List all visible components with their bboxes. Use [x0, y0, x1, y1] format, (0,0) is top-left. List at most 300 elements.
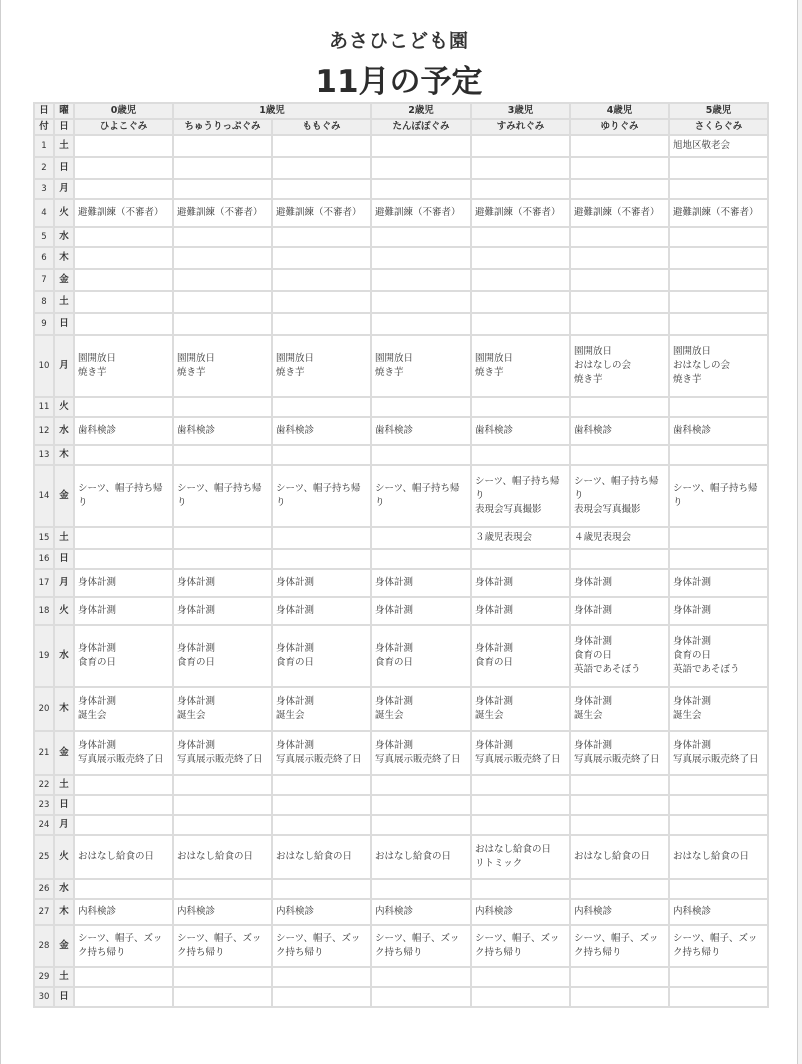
event-cell [74, 135, 173, 157]
event-cell [371, 815, 471, 835]
event-text: 身体計測 [177, 577, 216, 588]
event-text: 身体計測 [276, 740, 315, 751]
event-cell [173, 795, 272, 815]
weekday-cell: 日 [54, 549, 74, 569]
date-cell: 13 [34, 445, 54, 465]
event-cell [371, 625, 471, 687]
event-text: 歯科検診 [276, 425, 315, 436]
schedule-row [34, 465, 768, 527]
event-cell [74, 925, 173, 967]
event-cell [74, 815, 173, 835]
event-cell [371, 157, 471, 179]
event-cell [371, 199, 471, 227]
event-cell [669, 967, 768, 987]
weekday-cell: 火 [54, 199, 74, 227]
event-text: シーツ、帽子持ち帰り [78, 483, 163, 508]
event-text: シーツ、帽子、ズック持ち帰り [177, 933, 262, 958]
weekday-cell: 日 [54, 795, 74, 815]
weekday-cell: 日 [54, 987, 74, 1007]
event-text: 身体計測 [177, 643, 216, 654]
weekday-cell: 木 [54, 445, 74, 465]
event-text: 身体計測 [375, 643, 414, 654]
event-text: 誕生会 [574, 710, 603, 721]
event-text: おはなし給食の日 [574, 851, 651, 862]
event-text: おはなし給食の日 [177, 851, 254, 862]
event-cell [471, 795, 570, 815]
class-header: ももぐみ [272, 119, 371, 135]
schedule-row [34, 835, 768, 879]
class-header-row [34, 119, 768, 135]
event-cell [471, 335, 570, 397]
event-text: 内科検診 [276, 906, 315, 917]
event-cell [669, 527, 768, 549]
event-cell [570, 925, 669, 967]
event-text: 誕生会 [276, 710, 305, 721]
event-text: 写真展示販売終了日 [673, 754, 759, 765]
event-cell [173, 879, 272, 899]
event-text: シーツ、帽子持ち帰り [673, 483, 758, 508]
event-cell [471, 597, 570, 625]
event-cell [669, 775, 768, 795]
event-cell [471, 687, 570, 731]
schedule-row [34, 899, 768, 925]
event-cell [669, 731, 768, 775]
event-cell [173, 597, 272, 625]
date-cell: 23 [34, 795, 54, 815]
event-cell [471, 445, 570, 465]
event-cell [471, 987, 570, 1007]
schedule-row [34, 527, 768, 549]
schedule-row [34, 335, 768, 397]
event-text: 歯科検診 [574, 425, 613, 436]
event-text: 内科検診 [673, 906, 712, 917]
age-header: 4歳児 [570, 103, 669, 119]
event-text: 身体計測 [475, 643, 514, 654]
date-cell: 11 [34, 397, 54, 417]
event-cell [669, 549, 768, 569]
event-cell [669, 157, 768, 179]
event-text: 身体計測 [375, 577, 414, 588]
event-cell [371, 135, 471, 157]
event-text: 避難訓練（不審者） [574, 207, 660, 218]
event-text: 身体計測 [78, 577, 117, 588]
event-text: 身体計測 [475, 605, 514, 616]
schedule-table [33, 102, 769, 1008]
event-cell [272, 569, 371, 597]
event-text: 写真展示販売終了日 [276, 754, 362, 765]
event-cell [173, 835, 272, 879]
event-cell [272, 291, 371, 313]
event-cell [471, 227, 570, 247]
event-cell [669, 987, 768, 1007]
event-cell [272, 269, 371, 291]
weekday-cell: 土 [54, 527, 74, 549]
event-cell [471, 247, 570, 269]
event-cell [471, 397, 570, 417]
event-cell [669, 135, 768, 157]
class-header: さくらぐみ [669, 119, 768, 135]
event-cell [570, 879, 669, 899]
event-cell [669, 625, 768, 687]
event-cell [570, 313, 669, 335]
event-text: 身体計測 [375, 605, 414, 616]
event-cell [669, 397, 768, 417]
event-cell [74, 269, 173, 291]
event-cell [471, 775, 570, 795]
event-cell [272, 597, 371, 625]
event-cell [272, 987, 371, 1007]
event-cell [471, 879, 570, 899]
date-cell: 1 [34, 135, 54, 157]
event-cell [570, 179, 669, 199]
event-cell [74, 445, 173, 465]
event-text: 内科検診 [177, 906, 216, 917]
event-text: 内科検診 [475, 906, 514, 917]
event-text: 避難訓練（不審者） [375, 207, 461, 218]
event-text: 内科検診 [375, 906, 414, 917]
event-cell [570, 899, 669, 925]
event-text: 食育の日 [475, 657, 514, 668]
event-cell [570, 397, 669, 417]
event-text: 身体計測 [177, 740, 216, 751]
date-cell: 8 [34, 291, 54, 313]
weekday-cell: 土 [54, 967, 74, 987]
event-text: 誕生会 [177, 710, 206, 721]
event-text: シーツ、帽子持ち帰り [574, 476, 659, 501]
weekday-cell: 土 [54, 135, 74, 157]
event-cell [570, 417, 669, 445]
day-header: 付 [34, 119, 54, 135]
event-cell [74, 227, 173, 247]
event-text: 園開放日 [78, 353, 117, 364]
event-cell [471, 549, 570, 569]
event-text: 避難訓練（不審者） [276, 207, 362, 218]
schedule-row [34, 227, 768, 247]
event-cell [471, 179, 570, 199]
event-text: 写真展示販売終了日 [574, 754, 660, 765]
date-cell: 22 [34, 775, 54, 795]
event-cell [272, 227, 371, 247]
event-cell [74, 549, 173, 569]
table-header [34, 103, 768, 135]
event-cell [74, 335, 173, 397]
age-header: 5歳児 [669, 103, 768, 119]
date-cell: 10 [34, 335, 54, 397]
event-cell [669, 291, 768, 313]
schedule-row [34, 135, 768, 157]
event-cell [471, 925, 570, 967]
event-text: 焼き芋 [375, 367, 404, 378]
event-text: 英語であそぼう [574, 664, 641, 675]
event-cell [74, 967, 173, 987]
event-cell [74, 775, 173, 795]
event-cell [471, 417, 570, 445]
weekday-cell: 木 [54, 899, 74, 925]
event-cell [371, 465, 471, 527]
event-cell [74, 417, 173, 445]
event-cell [570, 597, 669, 625]
weekday-cell: 月 [54, 569, 74, 597]
weekday-cell: 日 [54, 157, 74, 179]
event-cell [371, 835, 471, 879]
date-cell: 6 [34, 247, 54, 269]
event-cell [272, 335, 371, 397]
event-cell [173, 291, 272, 313]
event-cell [669, 445, 768, 465]
event-cell [272, 687, 371, 731]
age-header: 3歳児 [471, 103, 570, 119]
event-cell [669, 835, 768, 879]
age-header: 2歳児 [371, 103, 471, 119]
event-text: おはなしの会 [574, 360, 632, 371]
age-header: 1歳児 [173, 103, 371, 119]
event-cell [570, 269, 669, 291]
event-cell [371, 775, 471, 795]
event-cell [272, 397, 371, 417]
event-text: リトミック [475, 858, 523, 869]
weekday-cell: 木 [54, 247, 74, 269]
event-cell [471, 135, 570, 157]
event-text: 歯科検診 [673, 425, 712, 436]
event-cell [669, 199, 768, 227]
event-cell [173, 925, 272, 967]
event-cell [272, 445, 371, 465]
event-cell [173, 199, 272, 227]
event-text: シーツ、帽子持ち帰り [177, 483, 262, 508]
event-cell [570, 291, 669, 313]
event-cell [272, 313, 371, 335]
event-text: 身体計測 [673, 605, 712, 616]
event-text: 園開放日 [375, 353, 414, 364]
event-cell [74, 527, 173, 549]
date-cell: 19 [34, 625, 54, 687]
weekday-cell: 火 [54, 597, 74, 625]
event-cell [471, 199, 570, 227]
weekday-cell: 水 [54, 879, 74, 899]
event-text: 誕生会 [375, 710, 404, 721]
event-cell [74, 397, 173, 417]
event-text: 身体計測 [375, 740, 414, 751]
event-cell [173, 135, 272, 157]
weekday-cell: 月 [54, 179, 74, 199]
event-cell [371, 269, 471, 291]
event-text: 食育の日 [673, 650, 712, 661]
event-cell [272, 465, 371, 527]
event-cell [570, 835, 669, 879]
event-cell [570, 247, 669, 269]
day-header: 日 [34, 103, 54, 119]
date-cell: 17 [34, 569, 54, 597]
event-cell [570, 199, 669, 227]
event-text: 身体計測 [574, 636, 613, 647]
event-cell [669, 335, 768, 397]
event-cell [74, 835, 173, 879]
schedule-row [34, 775, 768, 795]
event-text: 避難訓練（不審者） [475, 207, 561, 218]
event-cell [173, 815, 272, 835]
event-cell [471, 291, 570, 313]
event-text: 焼き芋 [574, 374, 603, 385]
schedule-row [34, 967, 768, 987]
event-cell [173, 445, 272, 465]
event-text: 内科検診 [78, 906, 117, 917]
schedule-row [34, 879, 768, 899]
event-cell [173, 397, 272, 417]
event-text: 内科検診 [574, 906, 613, 917]
schedule-row [34, 199, 768, 227]
event-text: 身体計測 [673, 577, 712, 588]
event-cell [669, 879, 768, 899]
table-body [34, 135, 768, 1007]
schedule-row [34, 417, 768, 445]
event-cell [272, 731, 371, 775]
school-name: あさひこども園 [328, 30, 469, 52]
event-cell [272, 157, 371, 179]
event-text: シーツ、帽子、ズック持ち帰り [475, 933, 560, 958]
event-text: 身体計測 [78, 605, 117, 616]
event-text: 食育の日 [177, 657, 216, 668]
schedule-row [34, 291, 768, 313]
weekday-cell: 水 [54, 227, 74, 247]
event-text: 英語であそぼう [673, 664, 740, 675]
event-text: 身体計測 [673, 740, 712, 751]
event-cell [471, 569, 570, 597]
event-cell [471, 625, 570, 687]
date-cell: 21 [34, 731, 54, 775]
class-header: ひよこぐみ [74, 119, 173, 135]
event-cell [272, 815, 371, 835]
event-text: 園開放日 [574, 346, 613, 357]
event-cell [371, 179, 471, 199]
event-cell [74, 687, 173, 731]
weekday-cell: 土 [54, 775, 74, 795]
event-cell [74, 879, 173, 899]
schedule-row [34, 597, 768, 625]
schedule-row [34, 815, 768, 835]
event-cell [173, 313, 272, 335]
event-text: 誕生会 [475, 710, 504, 721]
event-text: 身体計測 [276, 696, 315, 707]
event-text: 園開放日 [475, 353, 514, 364]
event-cell [173, 987, 272, 1007]
event-cell [371, 687, 471, 731]
date-cell: 5 [34, 227, 54, 247]
event-text: 食育の日 [574, 650, 613, 661]
event-text: おはなし給食の日 [375, 851, 452, 862]
event-cell [272, 417, 371, 445]
date-cell: 26 [34, 879, 54, 899]
event-cell [371, 527, 471, 549]
event-cell [669, 925, 768, 967]
event-cell [570, 987, 669, 1007]
event-cell [371, 313, 471, 335]
event-cell [173, 417, 272, 445]
event-cell [669, 313, 768, 335]
event-cell [570, 795, 669, 815]
event-cell [173, 687, 272, 731]
date-cell: 4 [34, 199, 54, 227]
event-cell [471, 313, 570, 335]
weekday-cell: 金 [54, 731, 74, 775]
event-text: 歯科検診 [78, 425, 117, 436]
event-cell [371, 987, 471, 1007]
date-cell: 12 [34, 417, 54, 445]
event-cell [570, 465, 669, 527]
event-cell [173, 335, 272, 397]
event-text: 身体計測 [475, 696, 514, 707]
event-cell [371, 569, 471, 597]
date-cell: 25 [34, 835, 54, 879]
weekday-cell: 水 [54, 625, 74, 687]
event-text: 身体計測 [78, 740, 117, 751]
event-cell [371, 445, 471, 465]
event-text: おはなしの会 [673, 360, 731, 371]
event-cell [669, 569, 768, 597]
event-cell [371, 731, 471, 775]
event-cell [570, 335, 669, 397]
event-cell [272, 135, 371, 157]
date-cell: 27 [34, 899, 54, 925]
event-text: 身体計測 [78, 696, 117, 707]
event-cell [669, 597, 768, 625]
event-text: 食育の日 [375, 657, 414, 668]
event-text: 身体計測 [177, 605, 216, 616]
event-cell [471, 731, 570, 775]
weekday-cell: 日 [54, 313, 74, 335]
event-text: 身体計測 [276, 577, 315, 588]
date-cell: 7 [34, 269, 54, 291]
event-text: 身体計測 [574, 740, 613, 751]
class-header: たんぽぽぐみ [371, 119, 471, 135]
event-cell [669, 465, 768, 527]
event-text: 焼き芋 [475, 367, 504, 378]
schedule-row [34, 625, 768, 687]
event-text: 身体計測 [276, 605, 315, 616]
weekday-cell: 火 [54, 397, 74, 417]
event-cell [371, 597, 471, 625]
event-text: 焼き芋 [177, 367, 206, 378]
event-cell [173, 625, 272, 687]
event-text: シーツ、帽子持ち帰り [375, 483, 460, 508]
event-text: 身体計測 [475, 577, 514, 588]
schedule-row [34, 247, 768, 269]
event-text: 避難訓練（不審者） [177, 207, 263, 218]
event-cell [371, 247, 471, 269]
event-cell [173, 179, 272, 199]
event-cell [74, 795, 173, 815]
event-text: 身体計測 [574, 577, 613, 588]
event-cell [669, 269, 768, 291]
event-cell [74, 625, 173, 687]
event-text: シーツ、帽子、ズック持ち帰り [276, 933, 361, 958]
date-cell: 28 [34, 925, 54, 967]
schedule-row [34, 179, 768, 199]
event-cell [173, 775, 272, 795]
event-text: 写真展示販売終了日 [375, 754, 461, 765]
event-cell [570, 687, 669, 731]
event-cell [371, 967, 471, 987]
event-cell [272, 795, 371, 815]
event-text: シーツ、帽子、ズック持ち帰り [574, 933, 659, 958]
event-cell [669, 899, 768, 925]
event-text: 誕生会 [673, 710, 702, 721]
event-cell [272, 879, 371, 899]
event-text: 歯科検診 [475, 425, 514, 436]
event-text: 写真展示販売終了日 [78, 754, 164, 765]
event-cell [471, 269, 570, 291]
class-header: ちゅうりっぷぐみ [173, 119, 272, 135]
event-text: シーツ、帽子、ズック持ち帰り [375, 933, 460, 958]
